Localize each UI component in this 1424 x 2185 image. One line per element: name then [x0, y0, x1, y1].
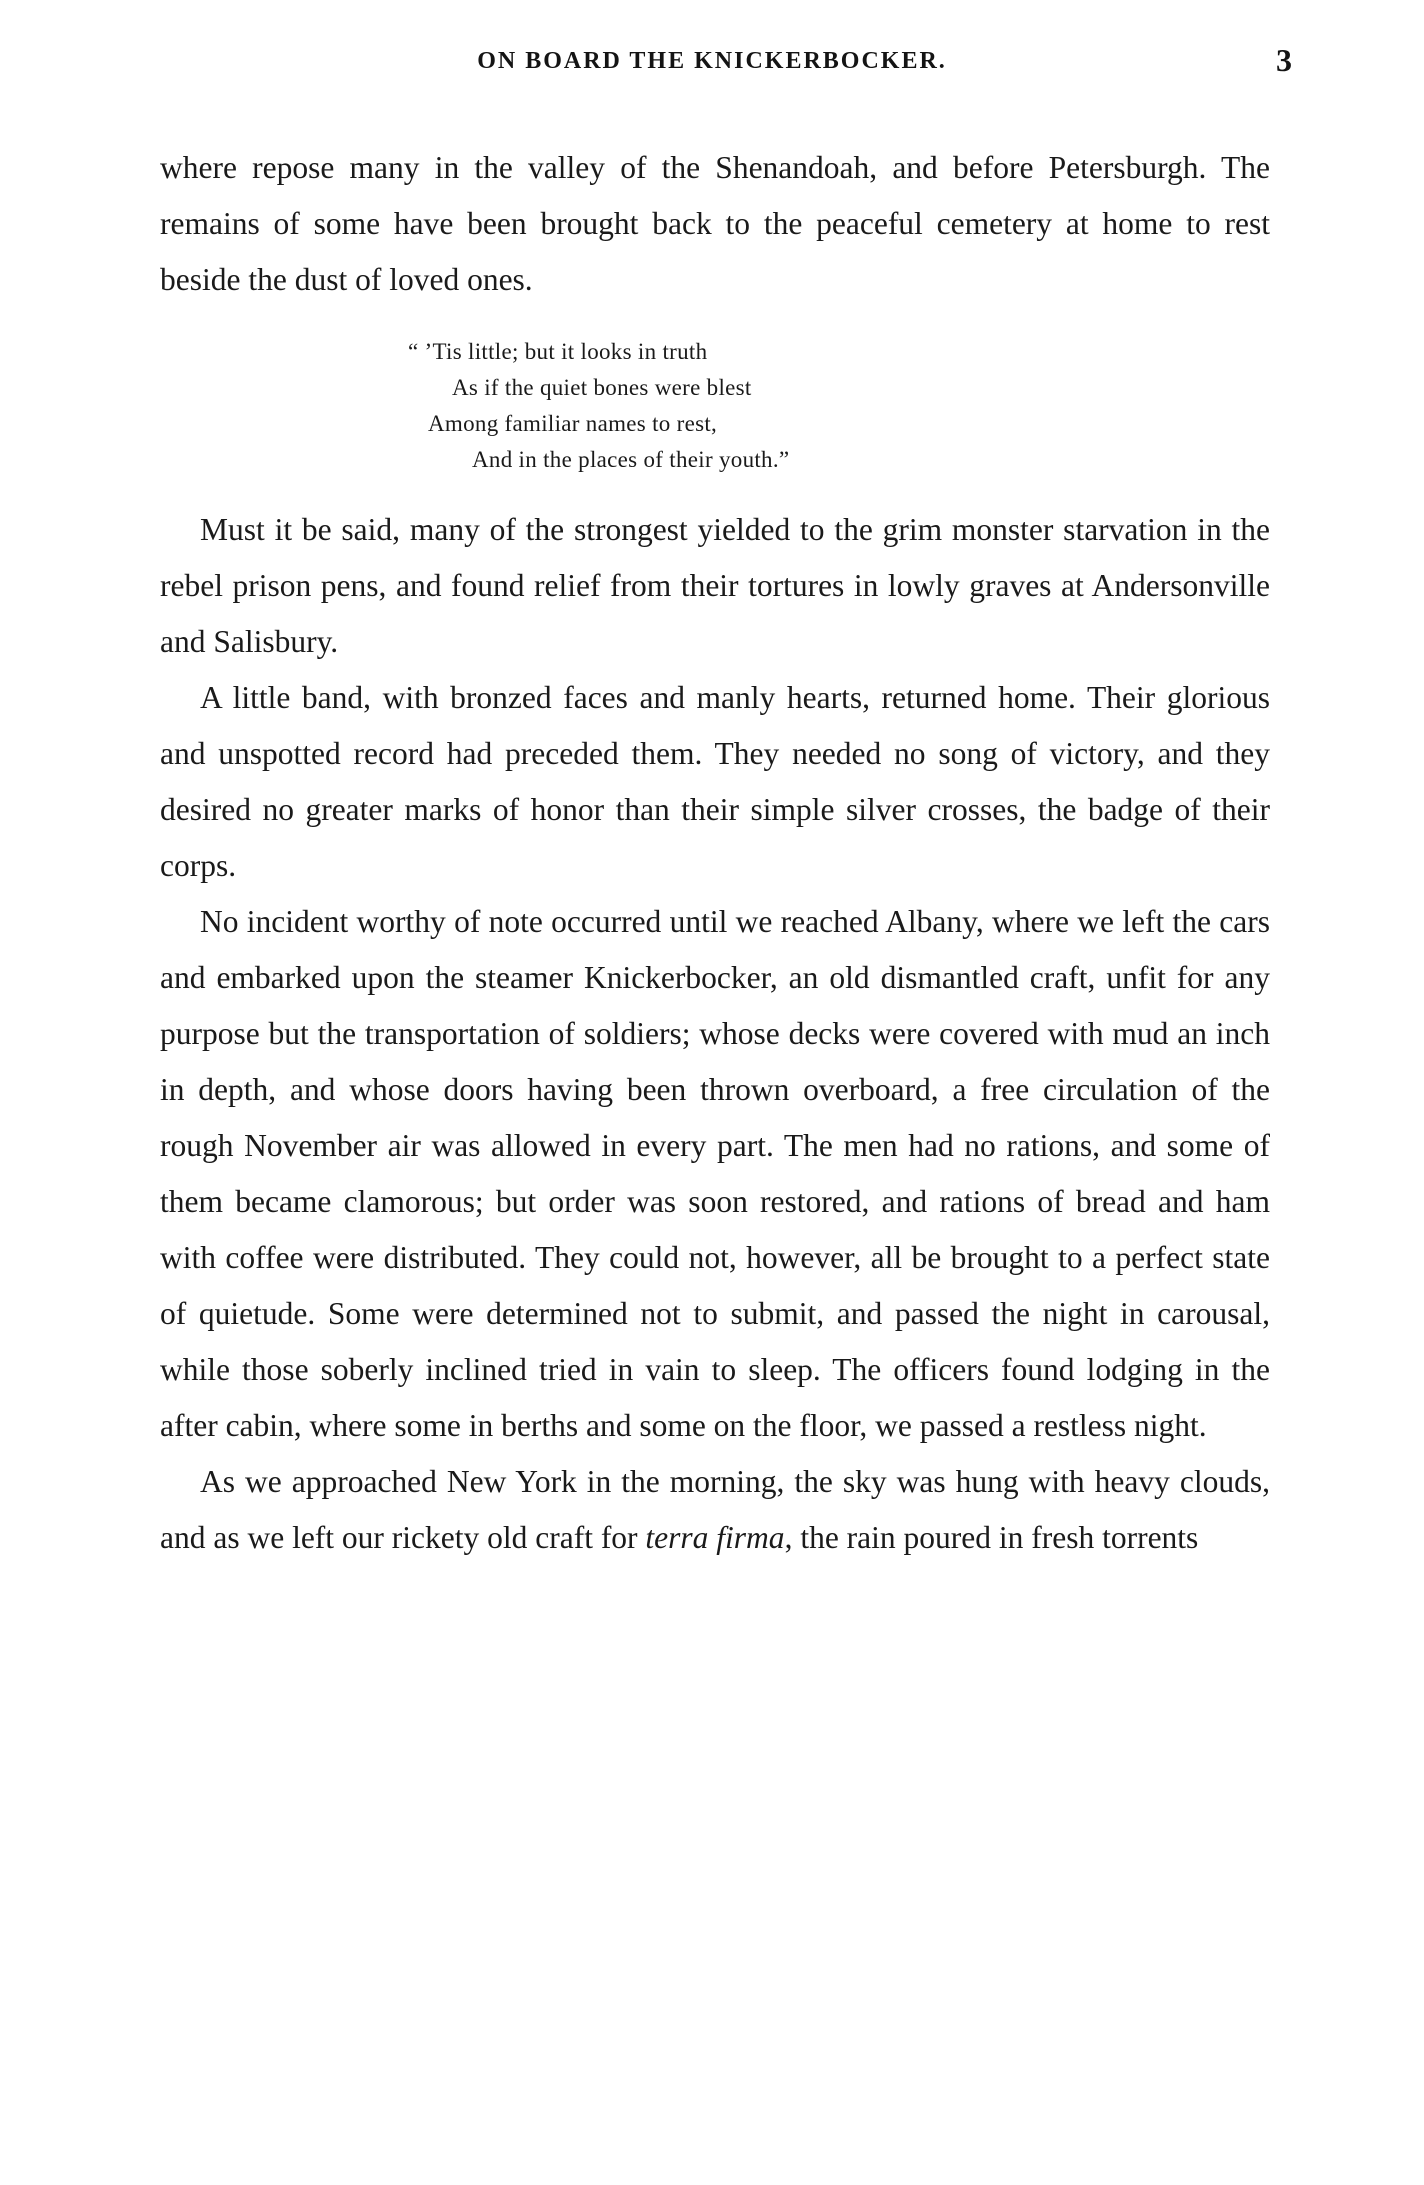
- paragraph-4: No incident worthy of note occurred until we reached Albany, where we left the cars and embarked upon the steamer Knickerbocker, an old dismantled craft, unfit for any purpose but the transportation of soldiers; whose decks were covered with mud an inch in depth, and whose doors having been thrown overboard, a free circulation of the rough November air was allowed in every part. The men had no rations, and some of them became clamorous; but order was soon restored, and rations of bread and ham with coffee were distributed. They could not, however, all be brought to a perfect state of quietude. Some were determined not to submit, and passed the night in carousal, while those soberly inclined tried in vain to sleep. The officers found lodging in the after cabin, where some in berths and some on the floor, we passed a restless night.: [160, 904, 1270, 1443]
- verse-line-1: “ ’Tis little; but it looks in truth: [408, 339, 708, 364]
- paragraph-5-italic-phrase: terra firma: [645, 1520, 785, 1555]
- running-head: ON BOARD THE KNICKERBOCKER.: [477, 48, 947, 74]
- page-number: 3: [1276, 42, 1292, 78]
- verse-block: [160, 334, 1270, 478]
- paragraph-5-tail: , the rain poured in fresh torrents: [784, 1520, 1199, 1555]
- verse-line-2: As if the quiet bones were blest: [452, 375, 752, 400]
- paragraph-1: where repose many in the valley of the Shenandoah, and before Petersburgh. The remains of some have been brought back to the peaceful cemetery at home to rest beside the dust of loved ones.: [160, 150, 1270, 297]
- verse-line-3: Among familiar names to rest,: [428, 411, 718, 436]
- body-text: [160, 140, 1270, 1566]
- paragraph-2: Must it be said, many of the strongest yielded to the grim monster starvation in the rebel prison pens, and found relief from their tortures in lowly graves at Andersonville and Salisbury.: [160, 512, 1270, 659]
- verse-line-4: And in the places of their youth.”: [472, 447, 790, 472]
- paragraph-3: A little band, with bronzed faces and manly hearts, returned home. Their glorious and unspotted record had preceded them. They needed no song of victory, and they desired no greater marks of honor than their simple silver crosses, the badge of their corps.: [160, 680, 1270, 883]
- paragraph-5-lead: As we approached New York in the morning, the sky was hung with heavy clouds, and as we left our rickety old craft for: [160, 1464, 1270, 1555]
- page-header: [0, 42, 1424, 88]
- paragraph-5: [160, 1454, 1270, 1566]
